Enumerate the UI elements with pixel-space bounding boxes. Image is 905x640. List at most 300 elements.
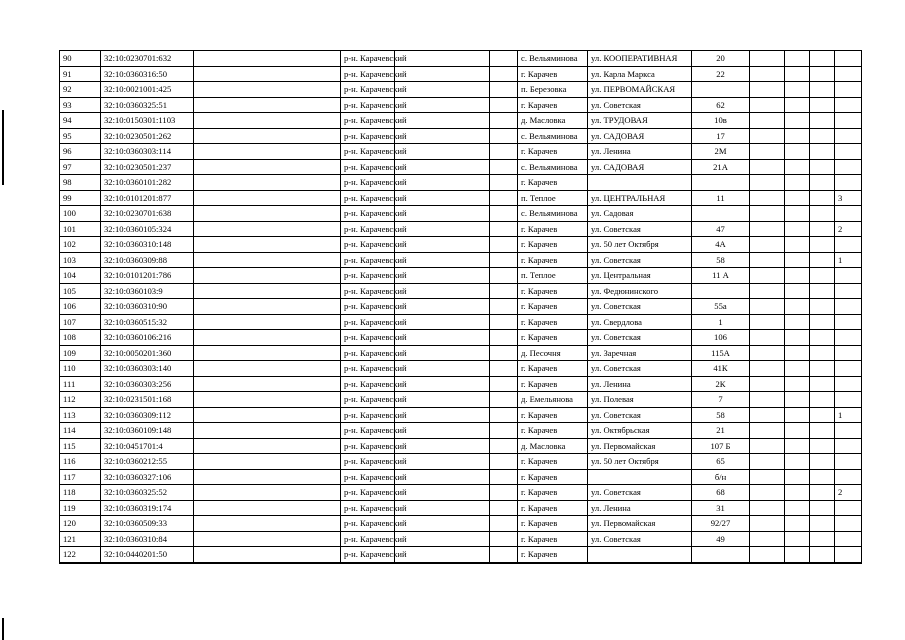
street-cell: ул. КООПЕРАТИВНАЯ [588,51,692,67]
house-number-cell: 2М [692,144,750,160]
house-number-cell: 31 [692,500,750,516]
extra-number-cell: 1 [835,407,862,423]
table-row [60,423,862,439]
district-cell: р-н. Карачевский [341,82,395,98]
district-cell: р-н. Карачевский [341,330,395,346]
table-row [60,361,862,377]
empty-cell [810,113,835,129]
empty-cell [194,82,341,98]
table-row [60,345,862,361]
cadastral-number-cell: 32:10:0360316:50 [101,66,194,82]
empty-cell [395,500,490,516]
street-cell: ул. ПЕРВОМАЙСКАЯ [588,82,692,98]
settlement-cell: г. Карачев [518,531,588,547]
settlement-cell: г. Карачев [518,485,588,501]
empty-cell [490,407,518,423]
empty-cell [750,206,785,222]
extra-number-cell [835,175,862,191]
street-cell: ул. Советская [588,330,692,346]
empty-cell [490,376,518,392]
row-number-cell: 118 [60,485,101,501]
empty-cell [194,97,341,113]
empty-cell [194,531,341,547]
cadastral-number-cell: 32:10:0360319:174 [101,500,194,516]
empty-cell [395,314,490,330]
district-cell: р-н. Карачевский [341,268,395,284]
street-cell: ул. ЦЕНТРАЛЬНАЯ [588,190,692,206]
empty-cell [750,283,785,299]
empty-cell [194,221,341,237]
empty-cell [785,66,810,82]
house-number-cell: 22 [692,66,750,82]
empty-cell [750,237,785,253]
extra-number-cell [835,299,862,315]
empty-cell [490,314,518,330]
table-row [60,268,862,284]
empty-cell [810,423,835,439]
empty-cell [490,345,518,361]
row-number-cell: 103 [60,252,101,268]
empty-cell [490,454,518,470]
settlement-cell: г. Карачев [518,66,588,82]
empty-cell [750,252,785,268]
cadastral-number-cell: 32:10:0230501:237 [101,159,194,175]
empty-cell [490,268,518,284]
extra-number-cell [835,314,862,330]
empty-cell [395,469,490,485]
empty-cell [395,159,490,175]
empty-cell [750,314,785,330]
row-number-cell: 110 [60,361,101,377]
house-number-cell: 106 [692,330,750,346]
extra-number-cell [835,547,862,563]
empty-cell [810,407,835,423]
empty-cell [810,237,835,253]
extra-number-cell [835,51,862,67]
row-number-cell: 99 [60,190,101,206]
empty-cell [395,206,490,222]
house-number-cell: 1 [692,314,750,330]
settlement-cell: г. Карачев [518,407,588,423]
street-cell: ул. Ленина [588,144,692,160]
table-row [60,175,862,191]
row-number-cell: 101 [60,221,101,237]
empty-cell [194,500,341,516]
empty-cell [194,361,341,377]
extra-number-cell [835,438,862,454]
table-row [60,51,862,67]
empty-cell [810,82,835,98]
settlement-cell: с. Вельяминова [518,128,588,144]
row-number-cell: 112 [60,392,101,408]
extra-number-cell [835,361,862,377]
empty-cell [395,531,490,547]
table-row [60,283,862,299]
row-number-cell: 116 [60,454,101,470]
empty-cell [395,128,490,144]
empty-cell [194,423,341,439]
street-cell: ул. Советская [588,485,692,501]
table-row [60,206,862,222]
district-cell: р-н. Карачевский [341,283,395,299]
street-cell: ул. Полевая [588,392,692,408]
empty-cell [810,190,835,206]
empty-cell [785,500,810,516]
extra-number-cell [835,144,862,160]
empty-cell [785,237,810,253]
row-number-cell: 117 [60,469,101,485]
empty-cell [750,376,785,392]
row-number-cell: 114 [60,423,101,439]
row-number-cell: 108 [60,330,101,346]
house-number-cell: 21А [692,159,750,175]
settlement-cell: п. Березовка [518,82,588,98]
district-cell: р-н. Карачевский [341,221,395,237]
house-number-cell: 55а [692,299,750,315]
empty-cell [395,82,490,98]
settlement-cell: д. Масловка [518,438,588,454]
extra-number-cell [835,469,862,485]
extra-number-cell: 2 [835,485,862,501]
table-row [60,500,862,516]
empty-cell [785,221,810,237]
empty-cell [395,392,490,408]
empty-cell [810,221,835,237]
table-row [60,407,862,423]
empty-cell [785,485,810,501]
district-cell: р-н. Карачевский [341,113,395,129]
empty-cell [490,237,518,253]
cadastral-number-cell: 32:10:0230501:262 [101,128,194,144]
empty-cell [750,128,785,144]
empty-cell [194,485,341,501]
table-row [60,252,862,268]
row-number-cell: 100 [60,206,101,222]
row-number-cell: 119 [60,500,101,516]
house-number-cell: 7 [692,392,750,408]
empty-cell [395,345,490,361]
empty-cell [785,159,810,175]
cadastral-number-cell: 32:10:0360105:324 [101,221,194,237]
table-row [60,66,862,82]
empty-cell [785,392,810,408]
empty-cell [395,438,490,454]
empty-cell [395,547,490,563]
empty-cell [785,299,810,315]
street-cell: ул. Садовая [588,206,692,222]
district-cell: р-н. Карачевский [341,407,395,423]
house-number-cell [692,283,750,299]
settlement-cell: г. Карачев [518,454,588,470]
street-cell: ул. 50 лет Октября [588,237,692,253]
empty-cell [750,454,785,470]
empty-cell [810,159,835,175]
house-number-cell: 47 [692,221,750,237]
cadastral-number-cell: 32:10:0050201:360 [101,345,194,361]
extra-number-cell [835,345,862,361]
property-registry-table [59,50,862,564]
row-number-cell: 111 [60,376,101,392]
table-row [60,128,862,144]
empty-cell [750,144,785,160]
empty-cell [785,376,810,392]
empty-cell [750,469,785,485]
empty-cell [395,485,490,501]
empty-cell [490,221,518,237]
table-row [60,144,862,160]
empty-cell [490,485,518,501]
extra-number-cell: 3 [835,190,862,206]
empty-cell [810,252,835,268]
street-cell: ул. Ленина [588,500,692,516]
empty-cell [490,299,518,315]
district-cell: р-н. Карачевский [341,206,395,222]
empty-cell [490,283,518,299]
empty-cell [194,392,341,408]
empty-cell [490,175,518,191]
row-number-cell: 107 [60,314,101,330]
house-number-cell: 21 [692,423,750,439]
house-number-cell: 2К [692,376,750,392]
row-number-cell: 102 [60,237,101,253]
row-number-cell: 106 [60,299,101,315]
empty-cell [810,206,835,222]
empty-cell [490,113,518,129]
house-number-cell: 10в [692,113,750,129]
empty-cell [194,330,341,346]
empty-cell [490,500,518,516]
extra-number-cell [835,454,862,470]
empty-cell [490,330,518,346]
street-cell: ул. Заречная [588,345,692,361]
empty-cell [395,51,490,67]
empty-cell [810,97,835,113]
cadastral-number-cell: 32:10:0360309:88 [101,252,194,268]
empty-cell [490,361,518,377]
empty-cell [194,252,341,268]
empty-cell [194,128,341,144]
empty-cell [194,438,341,454]
house-number-cell: 65 [692,454,750,470]
row-number-cell: 92 [60,82,101,98]
table-row [60,159,862,175]
table-row [60,438,862,454]
empty-cell [395,221,490,237]
empty-cell [395,237,490,253]
empty-cell [750,345,785,361]
empty-cell [750,66,785,82]
settlement-cell: г. Карачев [518,97,588,113]
empty-cell [785,144,810,160]
extra-number-cell [835,159,862,175]
empty-cell [395,97,490,113]
empty-cell [490,516,518,532]
extra-number-cell [835,128,862,144]
street-cell: ул. Советская [588,299,692,315]
cadastral-number-cell: 32:10:0360327:106 [101,469,194,485]
empty-cell [750,159,785,175]
empty-cell [194,299,341,315]
empty-cell [750,531,785,547]
cadastral-number-cell: 32:10:0101201:786 [101,268,194,284]
empty-cell [785,283,810,299]
district-cell: р-н. Карачевский [341,299,395,315]
empty-cell [785,268,810,284]
house-number-cell: 62 [692,97,750,113]
empty-cell [750,175,785,191]
empty-cell [194,516,341,532]
street-cell: ул. Ленина [588,376,692,392]
cadastral-number-cell: 32:10:0101201:877 [101,190,194,206]
empty-cell [785,469,810,485]
cadastral-number-cell: 32:10:0360106:216 [101,330,194,346]
street-cell: ул. Советская [588,252,692,268]
extra-number-cell [835,82,862,98]
empty-cell [750,392,785,408]
empty-cell [194,283,341,299]
cadastral-number-cell: 32:10:0021001:425 [101,82,194,98]
row-number-cell: 109 [60,345,101,361]
district-cell: р-н. Карачевский [341,469,395,485]
table-row [60,376,862,392]
empty-cell [785,128,810,144]
empty-cell [490,190,518,206]
empty-cell [810,361,835,377]
settlement-cell: г. Карачев [518,423,588,439]
empty-cell [395,454,490,470]
empty-cell [785,454,810,470]
settlement-cell: г. Карачев [518,221,588,237]
empty-cell [785,206,810,222]
cadastral-number-cell: 32:10:0360325:52 [101,485,194,501]
cadastral-number-cell: 32:10:0360310:148 [101,237,194,253]
house-number-cell: б/н [692,469,750,485]
extra-number-cell [835,500,862,516]
empty-cell [194,175,341,191]
empty-cell [395,283,490,299]
settlement-cell: г. Карачев [518,314,588,330]
empty-cell [750,485,785,501]
house-number-cell: 49 [692,531,750,547]
district-cell: р-н. Карачевский [341,500,395,516]
district-cell: р-н. Карачевский [341,361,395,377]
empty-cell [785,190,810,206]
house-number-cell [692,175,750,191]
empty-cell [810,547,835,563]
settlement-cell: г. Карачев [518,469,588,485]
street-cell: ул. Октябрьская [588,423,692,439]
empty-cell [750,547,785,563]
street-cell: ул. САДОВАЯ [588,159,692,175]
left-edge-mark [2,110,4,185]
row-number-cell: 96 [60,144,101,160]
settlement-cell: г. Карачев [518,376,588,392]
empty-cell [194,314,341,330]
empty-cell [395,175,490,191]
extra-number-cell [835,376,862,392]
empty-cell [194,407,341,423]
empty-cell [810,330,835,346]
empty-cell [490,51,518,67]
settlement-cell: г. Карачев [518,175,588,191]
extra-number-cell [835,206,862,222]
empty-cell [395,66,490,82]
district-cell: р-н. Карачевский [341,128,395,144]
street-cell: ул. Первомайская [588,438,692,454]
row-number-cell: 91 [60,66,101,82]
street-cell: ул. Федюнинского [588,283,692,299]
empty-cell [785,345,810,361]
row-number-cell: 104 [60,268,101,284]
settlement-cell: г. Карачев [518,252,588,268]
district-cell: р-н. Карачевский [341,144,395,160]
row-number-cell: 122 [60,547,101,563]
street-cell: ул. Советская [588,361,692,377]
row-number-cell: 93 [60,97,101,113]
empty-cell [490,438,518,454]
extra-number-cell [835,237,862,253]
empty-cell [194,547,341,563]
street-cell: ул. Советская [588,221,692,237]
empty-cell [395,252,490,268]
street-cell: ул. Советская [588,407,692,423]
empty-cell [785,330,810,346]
cadastral-number-cell: 32:10:0440201:50 [101,547,194,563]
cadastral-number-cell: 32:10:0360212:55 [101,454,194,470]
empty-cell [810,500,835,516]
settlement-cell: г. Карачев [518,144,588,160]
district-cell: р-н. Карачевский [341,159,395,175]
registry-body [60,51,862,563]
cadastral-number-cell: 32:10:0360109:148 [101,423,194,439]
empty-cell [395,516,490,532]
district-cell: р-н. Карачевский [341,531,395,547]
cadastral-number-cell: 32:10:0360303:140 [101,361,194,377]
empty-cell [810,485,835,501]
table-row [60,330,862,346]
empty-cell [810,376,835,392]
house-number-cell [692,206,750,222]
extra-number-cell: 2 [835,221,862,237]
settlement-cell: г. Карачев [518,547,588,563]
empty-cell [194,190,341,206]
cadastral-number-cell: 32:10:0231501:168 [101,392,194,408]
extra-number-cell [835,268,862,284]
empty-cell [810,299,835,315]
empty-cell [810,66,835,82]
district-cell: р-н. Карачевский [341,190,395,206]
empty-cell [750,190,785,206]
cadastral-number-cell: 32:10:0150301:1103 [101,113,194,129]
extra-number-cell [835,97,862,113]
table-row [60,392,862,408]
row-number-cell: 105 [60,283,101,299]
empty-cell [490,97,518,113]
district-cell: р-н. Карачевский [341,454,395,470]
empty-cell [750,299,785,315]
street-cell: ул. Первомайская [588,516,692,532]
empty-cell [810,392,835,408]
empty-cell [810,469,835,485]
district-cell: р-н. Карачевский [341,97,395,113]
empty-cell [395,190,490,206]
row-number-cell: 97 [60,159,101,175]
row-number-cell: 98 [60,175,101,191]
table-row [60,454,862,470]
empty-cell [194,206,341,222]
street-cell: ул. 50 лет Октября [588,454,692,470]
empty-cell [194,144,341,160]
